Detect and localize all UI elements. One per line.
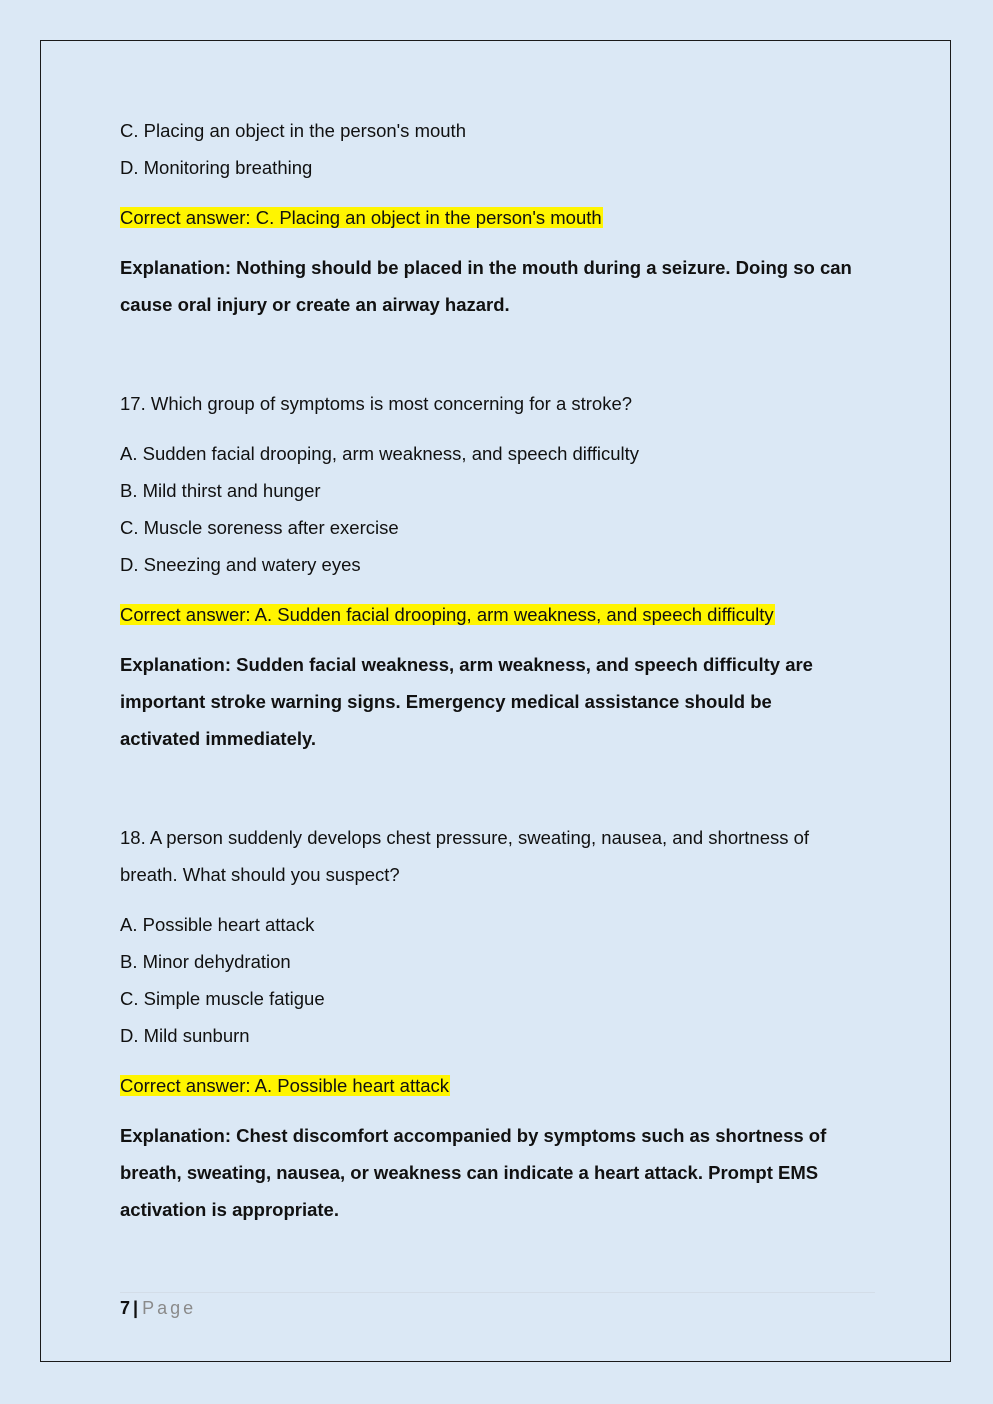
q18-question-line-1: 18. A person suddenly develops chest pressure, sweating, nausea, and shortness of bbox=[120, 827, 810, 848]
q16-correct-answer bbox=[120, 199, 870, 236]
page-label: Page bbox=[142, 1298, 197, 1318]
q18-explanation-line-1: Explanation: Chest discomfort accompanied by symptoms such as shortness of bbox=[120, 1125, 827, 1146]
q18-option-d: D. Mild sunburn bbox=[120, 1025, 250, 1046]
q17-option-d: D. Sneezing and watery eyes bbox=[120, 554, 361, 575]
q17-correct-highlight: Correct answer: A. Sudden facial drooping, arm weakness, and speech difficulty bbox=[120, 604, 774, 625]
q17-explanation-line-1: Explanation: Sudden facial weakness, arm weakness, and speech difficulty are bbox=[120, 654, 813, 675]
q17-option-c: C. Muscle soreness after exercise bbox=[120, 517, 399, 538]
q16-option-c: C. Placing an object in the person's mouth bbox=[120, 120, 466, 141]
footer-divider bbox=[120, 1292, 875, 1293]
q16-explanation-line-1: Explanation: Nothing should be placed in the mouth during a seizure. Doing so can bbox=[120, 257, 852, 278]
q18-option-a: A. Possible heart attack bbox=[120, 914, 315, 935]
q18-option-b: B. Minor dehydration bbox=[120, 951, 291, 972]
page-footer bbox=[120, 1296, 196, 1320]
q16-option-d: D. Monitoring breathing bbox=[120, 157, 313, 178]
q18-explanation-line-3: activation is appropriate. bbox=[120, 1199, 339, 1220]
q16-explanation-line-2: cause oral injury or create an airway hazard. bbox=[120, 294, 510, 315]
q17-option-b: B. Mild thirst and hunger bbox=[120, 480, 321, 501]
q18-option-c: C. Simple muscle fatigue bbox=[120, 988, 325, 1009]
page-number: 7 bbox=[120, 1298, 131, 1318]
q18-correct-highlight: Correct answer: A. Possible heart attack bbox=[120, 1075, 450, 1096]
q17-option-a: A. Sudden facial drooping, arm weakness, and speech difficulty bbox=[120, 443, 639, 464]
q17-question: 17. Which group of symptoms is most concerning for a stroke? bbox=[120, 393, 633, 414]
q18-correct-answer bbox=[120, 1067, 870, 1104]
document-body bbox=[120, 112, 870, 1228]
q16-correct-highlight: Correct answer: C. Placing an object in the person's mouth bbox=[120, 207, 602, 228]
q18-question-line-2: breath. What should you suspect? bbox=[120, 864, 400, 885]
page-separator: | bbox=[133, 1298, 139, 1318]
q17-explanation-line-2: important stroke warning signs. Emergency medical assistance should be bbox=[120, 691, 772, 712]
q17-explanation-line-3: activated immediately. bbox=[120, 728, 317, 749]
q18-explanation-line-2: breath, sweating, nausea, or weakness can indicate a heart attack. Prompt EMS bbox=[120, 1162, 819, 1183]
q17-correct-answer bbox=[120, 596, 870, 633]
